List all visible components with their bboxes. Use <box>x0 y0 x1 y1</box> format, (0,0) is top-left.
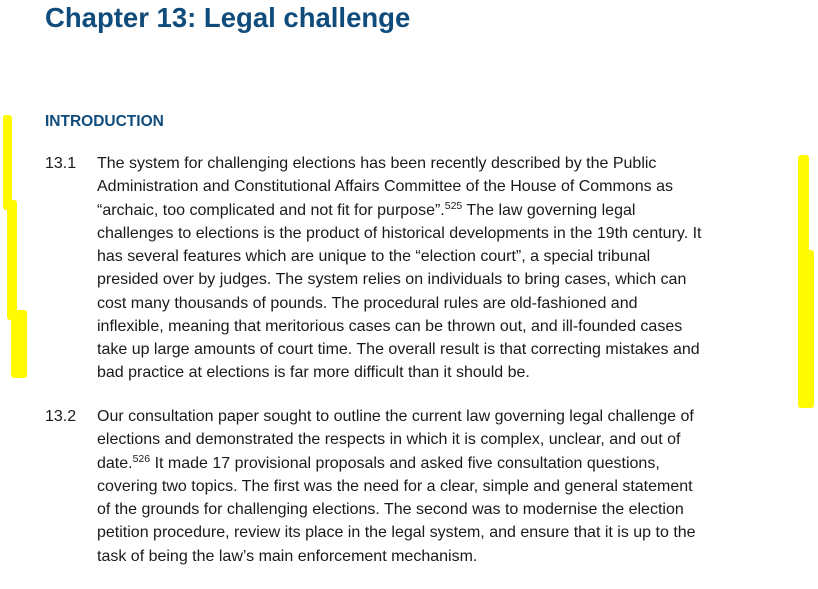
line-text: inflexible, meaning that meritorious cases can be thrown out, and ill-founded cases <box>97 317 683 335</box>
line-text: of the grounds for challenging elections. The second was to modernise the election <box>97 501 684 518</box>
footnote-reference[interactable]: 526 <box>132 452 151 465</box>
right-margin-highlight <box>798 250 814 408</box>
line-text: task of being the law’s main enforcement mechanism. <box>97 547 478 565</box>
line-text: Administration and Constitutional Affairs Committee of the House of Commons as <box>97 178 673 196</box>
line-text: take up large amounts of court time. The overall result is that correcting mistakes and <box>97 341 700 358</box>
paragraph-line <box>97 498 812 521</box>
paragraph-line <box>97 175 812 198</box>
right-margin-highlight <box>798 155 809 260</box>
paragraph-line <box>97 521 812 544</box>
footnote-reference[interactable]: 525 <box>444 199 463 212</box>
line-text: covering two topics. The first was the need for a clear, simple and general statement <box>97 477 693 495</box>
line-text: The law governing legal <box>462 201 636 219</box>
line-text: petition procedure, review its place in the legal system, and ensure that it is up to the <box>97 524 696 542</box>
line-text: cost many thousands of pounds. The procedural rules are old-fashioned and <box>97 294 638 312</box>
chapter-title: Chapter 13: Legal challenge <box>45 2 411 33</box>
left-margin-highlight <box>11 310 27 378</box>
line-text: challenges to elections is the product of historical developments in the 19th century. It <box>97 224 702 242</box>
paragraph-number: 13.2 <box>45 408 77 425</box>
left-margin-highlight <box>3 115 12 210</box>
paragraph-13-2 <box>97 405 812 568</box>
line-text: date. <box>97 454 133 472</box>
line-text: It made 17 provisional proposals and asked five consultation questions, <box>150 454 660 472</box>
left-margin-highlight <box>7 200 17 320</box>
section-heading: INTRODUCTION <box>45 113 164 130</box>
line-text: Our consultation paper sought to outline the current law governing legal challenge of <box>97 408 694 425</box>
paragraph-line <box>97 545 812 568</box>
line-text: elections and demonstrated the respects in which it is complex, unclear, and out of <box>97 431 681 449</box>
paragraph-line <box>97 152 812 175</box>
line-text: bad practice at elections is far more difficult than it should be. <box>97 364 530 382</box>
paragraph-line <box>97 315 812 338</box>
line-text: The system for challenging elections has been recently described by the Public <box>97 155 657 172</box>
paragraph-line <box>97 428 812 451</box>
paragraph-13-1 <box>97 152 812 385</box>
paragraph-line <box>97 245 812 268</box>
paragraph-line <box>97 222 812 245</box>
paragraph-line <box>97 405 812 428</box>
paragraph-line <box>97 292 812 315</box>
paragraph-line <box>97 199 812 222</box>
paragraph-line <box>97 361 812 384</box>
paragraph-line <box>97 268 812 291</box>
line-text: “archaic, too complicated and not fit for purpose”. <box>97 201 445 219</box>
line-text: has several features which are unique to the “election court”, a special tribunal <box>97 248 651 265</box>
line-text: presided over by judges. The system relies on individuals to bring cases, which can <box>97 271 687 289</box>
paragraph-line <box>97 475 812 498</box>
paragraph-line <box>97 452 812 475</box>
paragraph-line <box>97 338 812 361</box>
paragraph-number: 13.1 <box>45 155 77 172</box>
